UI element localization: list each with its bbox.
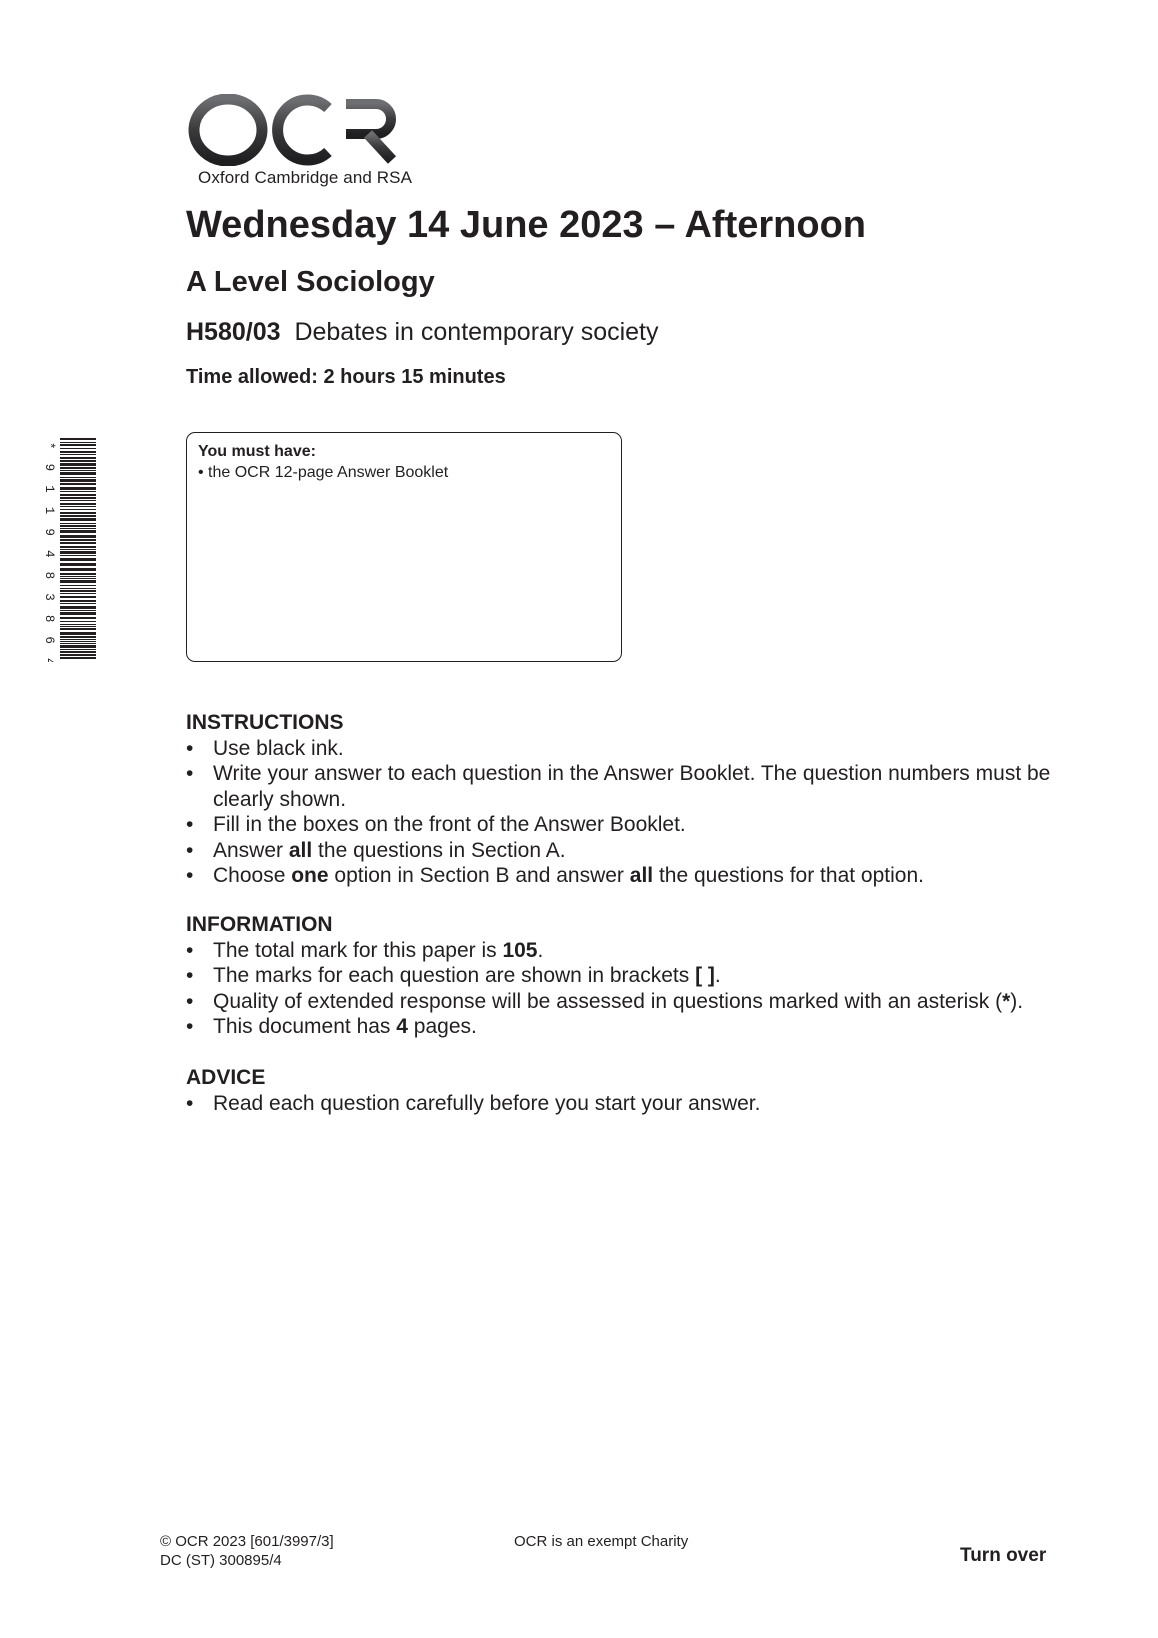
barcode-bar [60,624,96,625]
barcode-bar [60,649,96,650]
barcode-bar [60,568,96,571]
advice-section [186,1065,1066,1116]
paper-line [186,318,659,347]
barcode-bar [60,444,96,446]
barcode-bar [60,576,96,577]
information-section [186,912,1066,1040]
barcode [38,438,96,662]
barcode-bar [60,641,96,642]
barcode-bar [60,549,96,550]
barcode-bar [60,491,96,492]
advice-item: • Read each question carefully before you start your answer. [186,1091,761,1115]
barcode-bar [60,494,96,496]
barcode-bar [60,503,96,505]
barcode-bar [60,546,96,548]
barcode-bar [60,643,96,644]
barcode-bar [60,525,96,527]
barcode-bar [60,451,96,453]
paper-code: H580/03 [186,318,281,346]
barcode-bar [60,563,96,566]
logo-subtitle: Oxford Cambridge and RSA [198,168,413,187]
ocr-logo [188,94,428,194]
barcode-bar [60,654,96,656]
barcode-bar [60,523,96,524]
barcode-bar [60,603,96,604]
barcode-bar [60,606,96,609]
time-allowed: Time allowed: 2 hours 15 minutes [186,366,506,388]
barcode-bar [60,573,96,575]
information-item: • The marks for each question are shown in brackets [ ]. [186,964,721,987]
barcode-bar [60,612,96,615]
barcode-bar [60,506,96,507]
instruction-item: • Answer all the questions in Section A. [186,838,566,862]
barcode-bar [60,530,96,533]
barcode-bar [60,497,96,499]
barcode-bar [60,585,96,586]
barcode-bar [60,555,96,556]
barcode-bar [60,551,96,554]
barcode-bar [60,483,96,485]
barcode-bar [60,479,96,482]
barcode-bar [60,580,96,583]
instruction-item: • Write your answer to each question in the Answer Booklet. The question numbers must be clearly shown. [186,762,1051,811]
barcode-bar [60,470,96,471]
barcode-bar [60,621,96,622]
barcode-bars [38,438,96,662]
barcode-bar [60,442,96,443]
footer-charity: OCR is an exempt Charity [514,1533,689,1550]
barcode-bar [60,636,96,638]
ocr-logo-mark [188,94,428,166]
barcode-bar [60,438,96,440]
barcode-bar [60,617,96,619]
barcode-bar [60,596,96,598]
barcode-bar [60,645,96,648]
must-have-heading: You must have: [198,443,316,460]
barcode-bar [60,477,96,478]
barcode-bar [60,467,96,469]
barcode-bar [60,558,96,561]
must-have-box [186,432,622,662]
instructions-heading: INSTRUCTIONS [186,711,344,734]
exam-subject: A Level Sociology [186,266,435,298]
information-item: • The total mark for this paper is 105. [186,938,544,962]
information-item: • This document has 4 pages. [186,1015,477,1038]
barcode-bar [60,535,96,538]
barcode-bar [60,657,96,659]
barcode-bar [60,460,96,462]
barcode-bar [60,593,96,594]
footer-copyright: © OCR 2023 [601/3997/3] [160,1533,334,1550]
paper-title: Debates in contemporary society [294,318,659,346]
barcode-bar [60,651,96,653]
barcode-bar [60,628,96,630]
instruction-item: • Fill in the boxes on the front of the Answer Booklet. [186,813,686,836]
barcode-bar [60,487,96,490]
exam-date: Wednesday 14 June 2023 – Afternoon [186,204,867,246]
barcode-number: * 9 1 1 9 4 8 3 8 6 4 * [42,442,56,662]
barcode-bar [60,600,96,602]
turn-over: Turn over [960,1545,1047,1566]
barcode-bar [60,448,96,449]
barcode-bar [60,509,96,510]
barcode-bar [60,528,96,529]
barcode-bar [60,500,96,501]
barcode-bar [60,590,96,592]
instruction-item: • Choose one option in Section B and answer all the questions for that option. [186,864,924,887]
barcode-bar [60,632,96,635]
barcode-bar [60,463,96,466]
information-heading: INFORMATION [186,913,333,936]
barcode-bar [60,454,96,455]
advice-heading: ADVICE [186,1066,266,1089]
barcode-bar [60,626,96,627]
footer-left [160,1532,334,1570]
footer-ref: DC (ST) 300895/4 [160,1552,282,1569]
barcode-bar [60,610,96,611]
barcode-bar [60,472,96,475]
barcode-bar [60,639,96,640]
barcode-bar [60,542,96,544]
instructions-section [186,710,1066,889]
must-have-item: • the OCR 12-page Answer Booklet [198,464,449,481]
instruction-item: • Use black ink. [186,736,344,760]
barcode-bar [60,518,96,521]
barcode-bar [60,515,96,517]
barcode-bar [60,578,96,579]
barcode-bar [60,457,96,459]
barcode-bar [60,512,96,514]
information-item: • Quality of extended response will be assessed in questions marked with an asterisk (*). [186,989,1024,1013]
barcode-bar [60,539,96,541]
barcode-bar [60,588,96,589]
